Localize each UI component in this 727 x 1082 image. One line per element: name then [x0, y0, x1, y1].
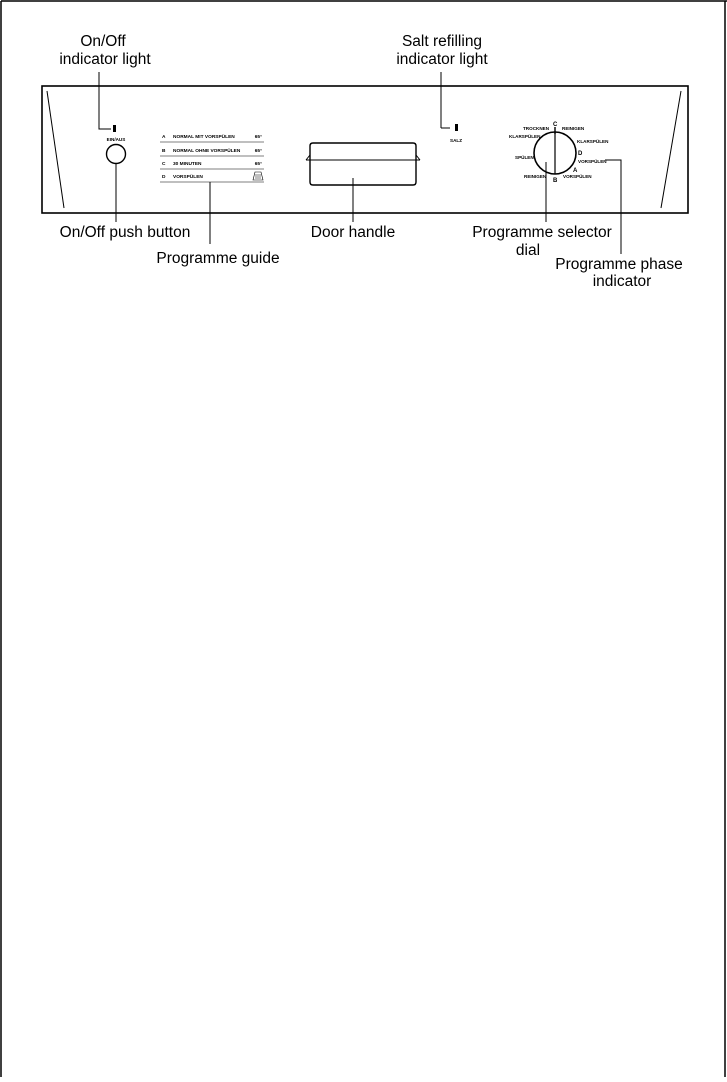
dial-label-reinigen-bottom: REINIGEN: [524, 174, 547, 179]
onoff-button-label: On/Off push button: [59, 224, 191, 241]
dial-label-b: B: [553, 178, 558, 184]
guide-row-name: VORSPÜLEN: [173, 175, 203, 180]
guide-row-letter: D: [162, 175, 166, 180]
onoff-push-button[interactable]: [107, 145, 126, 164]
selector-dial-label-line2: dial: [515, 242, 541, 259]
onoff-button-panel-text: EIN/AUS: [106, 137, 126, 142]
onoff-light-leader: [99, 72, 111, 129]
guide-row-letter: C: [162, 162, 166, 167]
door-handle[interactable]: [306, 143, 420, 185]
dial-label-a: A: [573, 168, 578, 174]
dial-label-d: D: [578, 151, 583, 157]
phase-indicator-label-line1: Programme phase: [555, 256, 683, 273]
dial-label-spulen: SPÜLEN: [515, 155, 534, 160]
guide-row: [160, 147, 264, 156]
onoff-light-label-line1: On/Off: [80, 33, 126, 50]
guide-row-temp: 65°: [254, 135, 262, 140]
guide-row-name: NORMAL OHNE VORSPÜLEN: [173, 149, 241, 154]
prerinse-symbol-icon: [253, 172, 263, 180]
guide-row-name: 30 MINUTEN: [173, 162, 202, 167]
programme-guide-label: Programme guide: [156, 250, 280, 267]
guide-row-temp: 65°: [254, 162, 262, 167]
onoff-light-label-line2: indicator light: [59, 51, 151, 68]
dial-label-reinigen-top: REINIGEN: [562, 126, 585, 131]
dial-label-c: C: [553, 122, 558, 128]
guide-row-letter: A: [162, 135, 166, 140]
dial-label-klarspulen-left: KLARSPÜLEN: [509, 134, 541, 139]
guide-row-name: NORMAL MIT VORSPÜLEN: [173, 135, 235, 140]
guide-row: [160, 161, 264, 169]
salt-panel-text: SALZ: [450, 138, 462, 143]
onoff-indicator-light: [113, 125, 116, 132]
selector-dial-label-line1: Programme selector: [472, 224, 612, 241]
salt-indicator-light: [455, 124, 458, 131]
dial-label-vorspulen-right: VORSPÜLEN: [578, 159, 607, 164]
programme-guide: [160, 133, 264, 182]
guide-row: [160, 133, 264, 142]
guide-row-letter: B: [162, 149, 166, 154]
guide-row: [160, 172, 264, 182]
guide-row-temp: 65°: [254, 149, 262, 154]
door-handle-label: Door handle: [310, 224, 396, 241]
phase-indicator-label-line2: indicator: [592, 273, 652, 290]
salt-light-label-line1: Salt refilling: [401, 33, 483, 50]
dial-label-klarspulen-right: KLARSPÜLEN: [577, 139, 609, 144]
dial-label-trocknen: TROCKNEN: [523, 126, 550, 131]
salt-light-label-line2: indicator light: [396, 51, 488, 68]
dial-label-vorspulen-bottom: VORSPÜLEN: [563, 174, 592, 179]
